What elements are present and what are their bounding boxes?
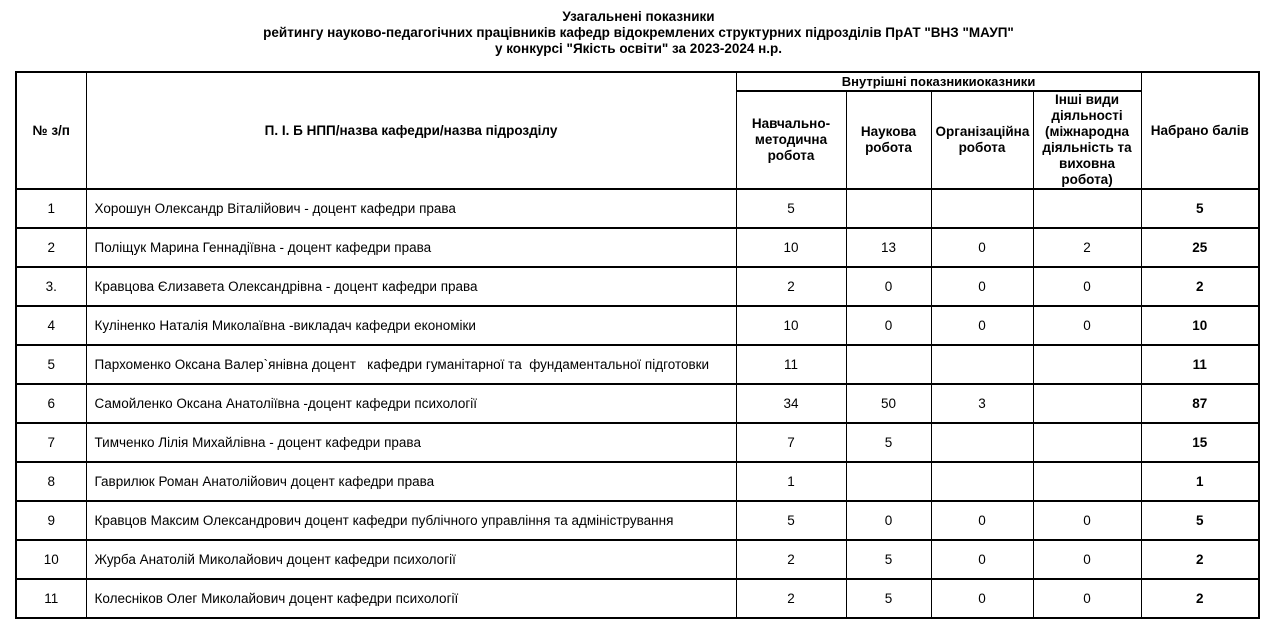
total-score-cell: 87 xyxy=(1141,384,1259,423)
total-score-cell: 2 xyxy=(1141,267,1259,306)
teaching-score-cell: 7 xyxy=(736,423,846,462)
teaching-score-cell: 2 xyxy=(736,540,846,579)
header-internal-indicators-group: Внутрішні показникиоказники xyxy=(736,72,1141,91)
row-number-cell: 5 xyxy=(16,345,86,384)
header-total-score: Набрано балів xyxy=(1141,72,1259,189)
table-row xyxy=(16,228,1259,267)
other-score-cell xyxy=(1033,462,1141,501)
total-score-cell: 11 xyxy=(1141,345,1259,384)
other-score-cell xyxy=(1033,423,1141,462)
org-score-cell: 0 xyxy=(931,228,1033,267)
header-organizational-work: Організаційна робота xyxy=(931,91,1033,189)
science-score-cell: 5 xyxy=(846,423,931,462)
other-score-cell: 0 xyxy=(1033,306,1141,345)
science-score-cell: 13 xyxy=(846,228,931,267)
person-name-cell: Гаврилюк Роман Анатолійович доцент кафедри права xyxy=(86,462,736,501)
other-score-cell: 2 xyxy=(1033,228,1141,267)
row-number-cell: 2 xyxy=(16,228,86,267)
person-name-cell: Пархоменко Оксана Валер`янівна доцент кафедри гуманітарної та фундаментальної підготовки xyxy=(86,345,736,384)
row-number-cell: 10 xyxy=(16,540,86,579)
org-score-cell: 3 xyxy=(931,384,1033,423)
row-number-cell: 11 xyxy=(16,579,86,618)
total-score-cell: 15 xyxy=(1141,423,1259,462)
title-line-2: рейтингу науково-педагогічних працівників кафедр відокремлених структурних підрозділів ПрАТ "ВНЗ "МАУП" xyxy=(263,25,1014,40)
teaching-score-cell: 1 xyxy=(736,462,846,501)
teaching-score-cell: 5 xyxy=(736,501,846,540)
org-score-cell: 0 xyxy=(931,267,1033,306)
science-score-cell: 0 xyxy=(846,267,931,306)
org-score-cell xyxy=(931,462,1033,501)
table-row xyxy=(16,501,1259,540)
total-score-cell: 10 xyxy=(1141,306,1259,345)
row-number-cell: 8 xyxy=(16,462,86,501)
science-score-cell: 0 xyxy=(846,306,931,345)
org-score-cell xyxy=(931,345,1033,384)
science-score-cell xyxy=(846,462,931,501)
header-other-activities: Інші види діяльності (міжнародна діяльність та виховна робота) xyxy=(1033,91,1141,189)
teaching-score-cell: 34 xyxy=(736,384,846,423)
table-row xyxy=(16,267,1259,306)
science-score-cell: 0 xyxy=(846,501,931,540)
table-row xyxy=(16,306,1259,345)
person-name-cell: Колесніков Олег Миколайович доцент кафедри психології xyxy=(86,579,736,618)
total-score-cell: 25 xyxy=(1141,228,1259,267)
other-score-cell: 0 xyxy=(1033,267,1141,306)
teaching-score-cell: 2 xyxy=(736,579,846,618)
table-row xyxy=(16,579,1259,618)
table-row xyxy=(16,384,1259,423)
table-header xyxy=(16,72,1259,189)
person-name-cell: Журба Анатолій Миколайович доцент кафедри психології xyxy=(86,540,736,579)
person-name-cell: Кравцова Єлизавета Олександрівна - доцент кафедри права xyxy=(86,267,736,306)
other-score-cell: 0 xyxy=(1033,579,1141,618)
total-score-cell: 5 xyxy=(1141,189,1259,228)
header-row-group xyxy=(16,72,1259,91)
science-score-cell: 5 xyxy=(846,540,931,579)
org-score-cell: 0 xyxy=(931,579,1033,618)
table-row xyxy=(16,540,1259,579)
teaching-score-cell: 11 xyxy=(736,345,846,384)
science-score-cell: 5 xyxy=(846,579,931,618)
org-score-cell xyxy=(931,423,1033,462)
row-number-cell: 7 xyxy=(16,423,86,462)
teaching-score-cell: 10 xyxy=(736,306,846,345)
person-name-cell: Кравцов Максим Олександрович доцент кафедри публічного управління та адміністрування xyxy=(86,501,736,540)
org-score-cell: 0 xyxy=(931,540,1033,579)
rating-table xyxy=(15,71,1260,619)
row-number-cell: 6 xyxy=(16,384,86,423)
org-score-cell: 0 xyxy=(931,306,1033,345)
table-body xyxy=(16,189,1259,618)
row-number-cell: 9 xyxy=(16,501,86,540)
row-number-cell: 3. xyxy=(16,267,86,306)
document-title xyxy=(0,9,1277,57)
other-score-cell: 0 xyxy=(1033,501,1141,540)
total-score-cell: 2 xyxy=(1141,540,1259,579)
table-row xyxy=(16,345,1259,384)
science-score-cell xyxy=(846,345,931,384)
row-number-cell: 4 xyxy=(16,306,86,345)
header-row-number: № з/п xyxy=(16,72,86,189)
person-name-cell: Поліщук Марина Геннадіївна - доцент кафедри права xyxy=(86,228,736,267)
header-person-name: П. І. Б НПП/назва кафедри/назва підрозділу xyxy=(86,72,736,189)
total-score-cell: 5 xyxy=(1141,501,1259,540)
other-score-cell xyxy=(1033,384,1141,423)
person-name-cell: Куліненко Наталія Миколаївна -викладач кафедри економіки xyxy=(86,306,736,345)
person-name-cell: Хорошун Олександр Віталійович - доцент кафедри права xyxy=(86,189,736,228)
header-science-work: Наукова робота xyxy=(846,91,931,189)
other-score-cell: 0 xyxy=(1033,540,1141,579)
person-name-cell: Тимченко Лілія Михайлівна - доцент кафедри права xyxy=(86,423,736,462)
header-teaching-work: Навчально-методична робота xyxy=(736,91,846,189)
total-score-cell: 1 xyxy=(1141,462,1259,501)
table-row xyxy=(16,462,1259,501)
title-line-1: Узагальнені показники xyxy=(562,9,715,24)
table-row xyxy=(16,423,1259,462)
org-score-cell: 0 xyxy=(931,501,1033,540)
table-row xyxy=(16,189,1259,228)
teaching-score-cell: 10 xyxy=(736,228,846,267)
science-score-cell xyxy=(846,189,931,228)
title-line-3: у конкурсі "Якість освіти" за 2023-2024 н.р. xyxy=(494,41,783,56)
row-number-cell: 1 xyxy=(16,189,86,228)
other-score-cell xyxy=(1033,189,1141,228)
teaching-score-cell: 2 xyxy=(736,267,846,306)
teaching-score-cell: 5 xyxy=(736,189,846,228)
org-score-cell xyxy=(931,189,1033,228)
total-score-cell: 2 xyxy=(1141,579,1259,618)
person-name-cell: Самойленко Оксана Анатоліївна -доцент кафедри психології xyxy=(86,384,736,423)
science-score-cell: 50 xyxy=(846,384,931,423)
other-score-cell xyxy=(1033,345,1141,384)
